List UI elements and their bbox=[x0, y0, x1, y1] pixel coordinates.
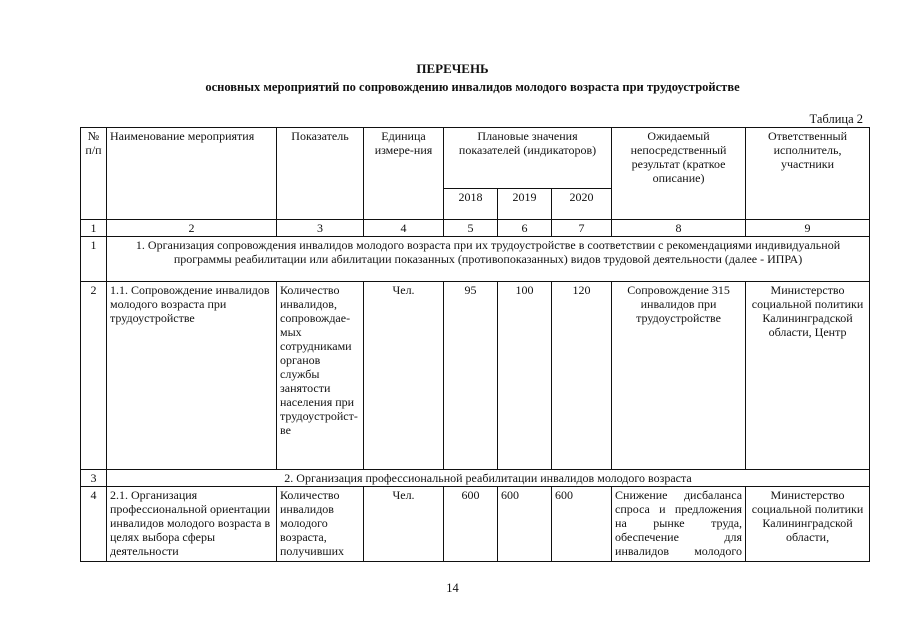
row-num: 4 bbox=[81, 487, 107, 562]
section-heading: 1. Организация сопровождения инвалидов молодого возраста при их трудоустройстве в соответствии с рекомендациями индивидуальной программы реабилитации или абилитации показанных (противопоказанных) видов трудовой деятельности (далее - ИПРА) bbox=[107, 237, 870, 282]
colnum: 8 bbox=[612, 220, 746, 237]
row-num: 1 bbox=[81, 237, 107, 282]
document-subtitle: основных мероприятий по сопровождению инвалидов молодого возраста при трудоустройстве bbox=[205, 80, 740, 94]
header-result: Ожидаемый непосредственный результат (краткое описание) bbox=[612, 128, 746, 220]
header-indicator: Показатель bbox=[277, 128, 364, 220]
result-cell: Снижение дисбаланса спроса и предложения на рынке труда, обеспечение для инвалидов молодого bbox=[612, 487, 746, 562]
header-num: № п/п bbox=[81, 128, 107, 220]
result-cell: Сопровождение 315 инвалидов при трудоустройстве bbox=[612, 282, 746, 470]
row-num: 3 bbox=[81, 470, 107, 487]
header-unit: Единица измере-ния bbox=[364, 128, 444, 220]
page-number: 14 bbox=[446, 581, 459, 595]
header-name: Наименование мероприятия bbox=[107, 128, 277, 220]
document-title: ПЕРЕЧЕНЬ bbox=[416, 61, 489, 76]
measures-table bbox=[80, 127, 870, 562]
header-planned: Плановые значения показателей (индикаторов) bbox=[444, 128, 612, 189]
row-num: 2 bbox=[81, 282, 107, 470]
measure-name: 1.1. Сопровождение инвалидов молодого возраста при трудоустройстве bbox=[107, 282, 277, 470]
header-year-2020: 2020 bbox=[552, 189, 612, 220]
executor-cell: Министерство социальной политики Калининградской области, bbox=[746, 487, 870, 562]
colnum: 4 bbox=[364, 220, 444, 237]
colnum: 6 bbox=[498, 220, 552, 237]
table-row bbox=[81, 487, 870, 562]
header-year-2019: 2019 bbox=[498, 189, 552, 220]
colnum: 2 bbox=[107, 220, 277, 237]
indicator-cell: Количество инвалидов, сопровождае-мых сотрудниками органов службы занятости населения при трудоустройст-ве bbox=[277, 282, 364, 470]
table-label: Таблица 2 bbox=[809, 112, 863, 126]
colnum: 1 bbox=[81, 220, 107, 237]
colnum: 9 bbox=[746, 220, 870, 237]
indicator-cell: Количество инвалидов молодого возраста, получивших bbox=[277, 487, 364, 562]
colnum: 3 bbox=[277, 220, 364, 237]
executor-cell: Министерство социальной политики Калининградской области, Центр bbox=[746, 282, 870, 470]
colnum: 5 bbox=[444, 220, 498, 237]
column-numbers-row bbox=[81, 220, 870, 237]
value-2020: 120 bbox=[552, 282, 612, 470]
header-executor: Ответственный исполнитель, участники bbox=[746, 128, 870, 220]
header-year-2018: 2018 bbox=[444, 189, 498, 220]
table-row bbox=[81, 470, 870, 487]
section-heading: 2. Организация профессиональной реабилитации инвалидов молодого возраста bbox=[107, 470, 870, 487]
value-2018: 600 bbox=[444, 487, 498, 562]
table-row bbox=[81, 282, 870, 470]
table-row bbox=[81, 237, 870, 282]
unit-cell: Чел. bbox=[364, 282, 444, 470]
header-row bbox=[81, 128, 870, 189]
value-2018: 95 bbox=[444, 282, 498, 470]
colnum: 7 bbox=[552, 220, 612, 237]
value-2020: 600 bbox=[552, 487, 612, 562]
unit-cell: Чел. bbox=[364, 487, 444, 562]
value-2019: 100 bbox=[498, 282, 552, 470]
value-2019: 600 bbox=[498, 487, 552, 562]
measure-name: 2.1. Организация профессиональной ориентации инвалидов молодого возраста в целях выбора сферы деятельности bbox=[107, 487, 277, 562]
